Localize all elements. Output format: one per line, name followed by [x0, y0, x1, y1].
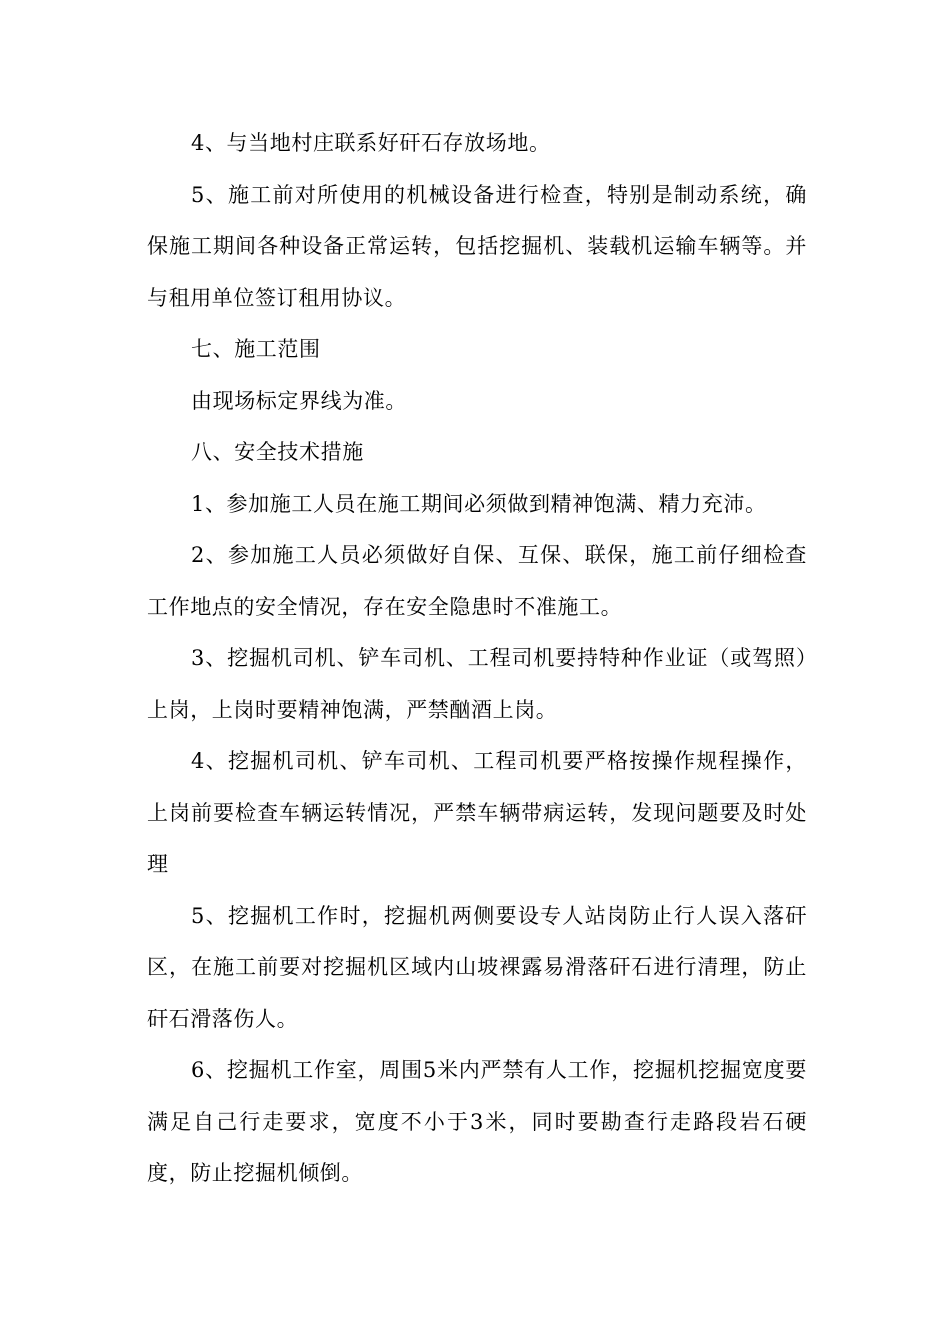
paragraph-scope-definition: 由现场标定界线为准。 — [191, 388, 407, 413]
paragraph-item-5-equipment-check: 5、施工前对所使用的机械设备进行检查，特别是制动系统，确保施工期间各种设备正常运转，包括挖掘机、装载机运输车辆等。并与租用单位签订租用协议。 — [147, 182, 807, 310]
safety-item-6: 6、挖掘机工作室，周围5米内严禁有人工作，挖掘机挖掘宽度要满足自己行走要求，宽度不小于3米，同时要勘查行走路段岩石硬度，防止挖掘机倾倒。 — [147, 1058, 807, 1185]
safety-item-3: 3、挖掘机司机、铲车司机、工程司机要持特种作业证（或驾照）上岗，上岗时要精神饱满，严禁酗酒上岗。 — [147, 646, 807, 722]
safety-item-1: 1、参加施工人员在施工期间必须做到精神饱满、精力充沛。 — [191, 491, 767, 516]
paragraph-item-4-storage-site: 4、与当地村庄联系好矸石存放场地。 — [191, 131, 551, 155]
safety-item-5: 5、挖掘机工作时，挖掘机两侧要设专人站岗防止行人误入落矸区，在施工前要对挖掘机区域内山坡裸露易滑落矸石进行清理，防止矸石滑落伤人。 — [147, 903, 807, 1031]
safety-item-2: 2、参加施工人员必须做好自保、互保、联保，施工前仔细检查工作地点的安全情况，存在安全隐患时不准施工。 — [147, 543, 807, 619]
safety-item-4: 4、挖掘机司机、铲车司机、工程司机要严格按操作规程操作，上岗前要检查车辆运转情况，严禁车辆带病运转，发现问题要及时处理 — [147, 749, 807, 876]
section-heading-safety-measures: 八、安全技术措施 — [191, 440, 364, 464]
document-body — [147, 118, 807, 1200]
section-heading-construction-scope: 七、施工范围 — [191, 337, 321, 361]
